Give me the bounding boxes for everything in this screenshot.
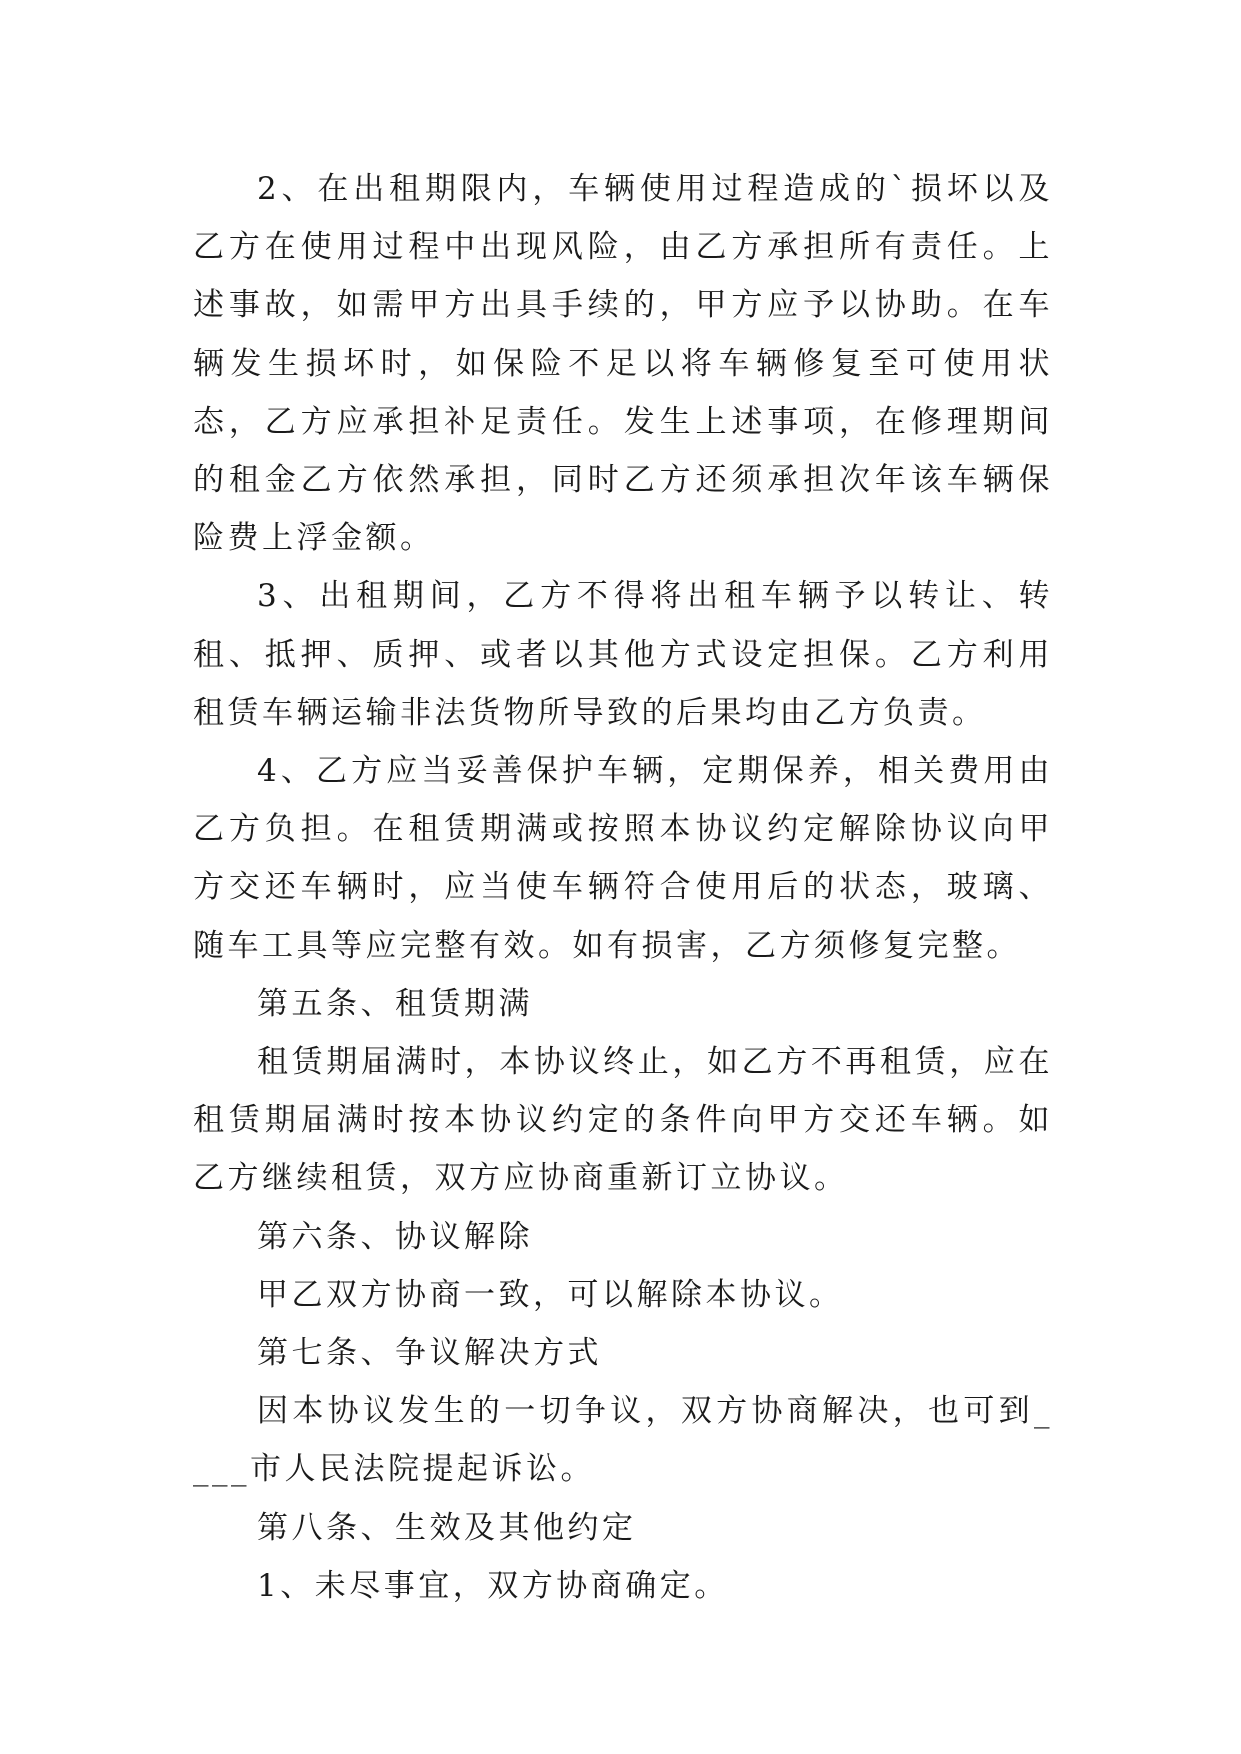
clause-paragraph-no-transfer: 3、出租期间，乙方不得将出租车辆予以转让、转租、抵押、质押、或者以其他方式设定担保。乙方利用租赁车辆运输非法货物所导致的后果均由乙方负责。 xyxy=(193,578,1053,731)
article-heading-effectiveness: 第八条、生效及其他约定 xyxy=(257,1509,637,1546)
clause-paragraph-other-matters: 1、未尽事宜，双方协商确定。 xyxy=(257,1567,729,1604)
clause-paragraph-damage-liability: 2、在出租期限内，车辆使用过程造成的`损坏以及乙方在使用过程中出现风险，由乙方承担所有责任。上述事故，如需甲方出具手续的，甲方应予以协助。在车辆发生损坏时，如保险不足以将车辆修复至可使用状态，乙方应承担补足责任。发生上述事项，在修理期间的租金乙方依然承担，同时乙方还须承担次年该车辆保险费上浮金额。 xyxy=(193,171,1053,557)
clause-paragraph-lease-expiry: 租赁期届满时，本协议终止，如乙方不再租赁，应在租赁期届满时按本协议约定的条件向甲方交还车辆。如乙方继续租赁，双方应协商重新订立协议。 xyxy=(193,1044,1053,1197)
article-heading-dispute-resolution: 第七条、争议解决方式 xyxy=(257,1335,602,1372)
article-heading-termination: 第六条、协议解除 xyxy=(257,1218,533,1255)
clause-paragraph-termination: 甲乙双方协商一致，可以解除本协议。 xyxy=(257,1276,844,1313)
clause-paragraph-maintenance: 4、乙方应当妥善保护车辆，定期保养，相关费用由乙方负担。在租赁期满或按照本协议约定解除协议向甲方交还车辆时，应当使车辆符合使用后的状态，玻璃、随车工具等应完整有效。如有损害，乙方须修复完整。 xyxy=(193,753,1053,964)
clause-paragraph-dispute-resolution: 因本协议发生的一切争议，双方协商解决，也可到____市人民法院提起诉讼。 xyxy=(193,1393,1053,1488)
document-body xyxy=(193,160,1053,1615)
article-heading-lease-expiry: 第五条、租赁期满 xyxy=(257,985,533,1022)
